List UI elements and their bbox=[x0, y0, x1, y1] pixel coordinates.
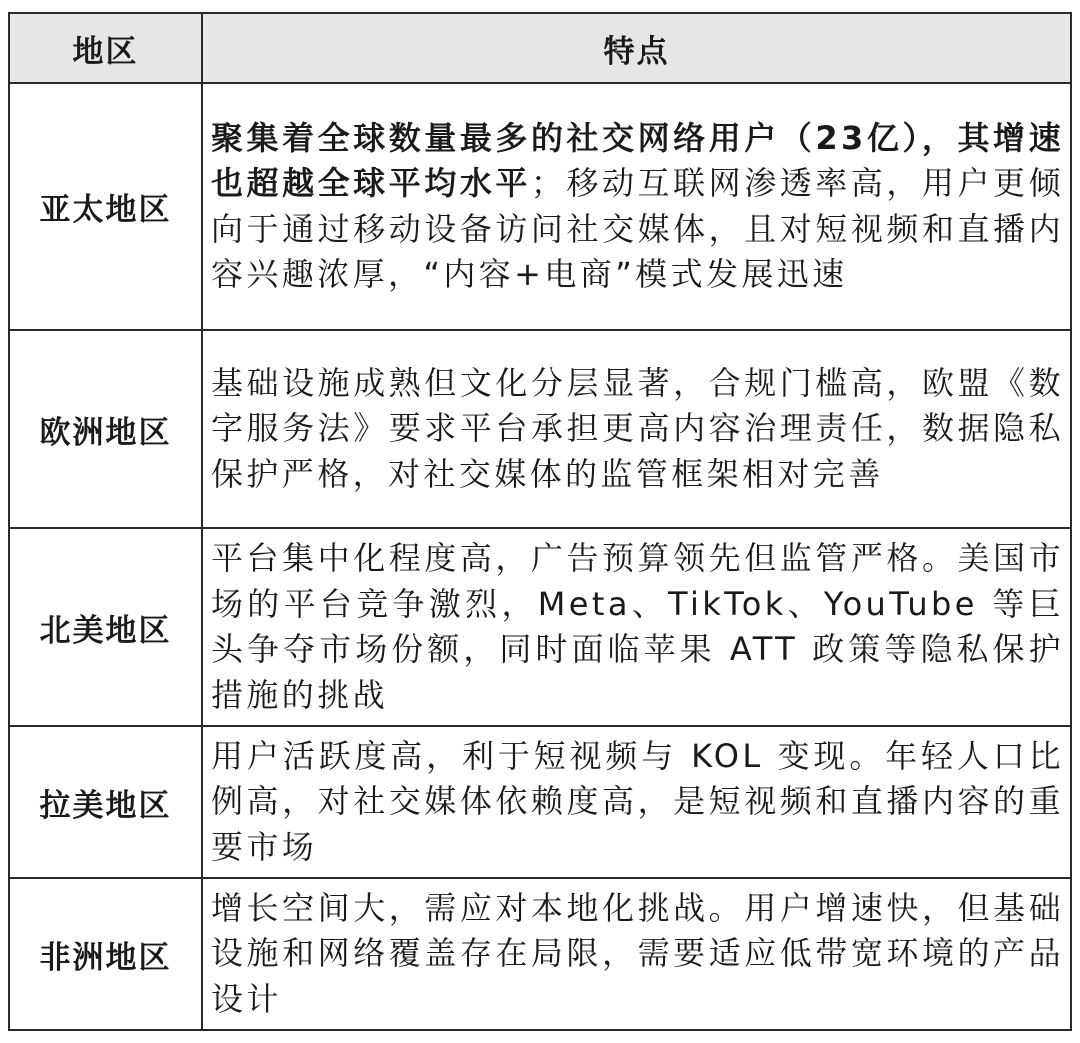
region-features-table bbox=[8, 12, 1072, 1031]
header-feature: 特点 bbox=[202, 13, 1071, 83]
feature-cell: 平台集中化程度高，广告预算领先但监管严格。美国市场的平台竞争激烈，Meta、TikTok、YouTube 等巨头争夺市场份额，同时面临苹果 ATT 政策等隐私保护措施的挑战 bbox=[202, 528, 1071, 726]
feature-cell bbox=[202, 83, 1071, 330]
header-row bbox=[9, 13, 1071, 83]
region-cell: 亚太地区 bbox=[9, 83, 202, 330]
feature-cell: 基础设施成熟但文化分层显著，合规门槛高，欧盟《数字服务法》要求平台承担更高内容治理责任，数据隐私保护严格，对社交媒体的监管框架相对完善 bbox=[202, 330, 1071, 528]
table-row-africa bbox=[9, 878, 1071, 1030]
table-row-europe bbox=[9, 330, 1071, 528]
region-cell: 北美地区 bbox=[9, 528, 202, 726]
table-row-asia-pacific bbox=[9, 83, 1071, 330]
region-cell: 拉美地区 bbox=[9, 726, 202, 878]
region-cell: 非洲地区 bbox=[9, 878, 202, 1030]
feature-highlight: 聚集着全球数量最多的社交网络用户（23亿），其增速也超越全球平均水平 bbox=[211, 118, 1064, 202]
region-cell: 欧洲地区 bbox=[9, 330, 202, 528]
feature-text: ；移动互联网渗透率高，用户更倾向于通过移动设备访问社交媒体，且对短视频和直播内容兴趣浓厚，“内容+电商”模式发展迅速 bbox=[211, 164, 1064, 293]
feature-cell: 增长空间大，需应对本地化挑战。用户增速快，但基础设施和网络覆盖存在局限，需要适应低带宽环境的产品设计 bbox=[202, 878, 1071, 1030]
feature-cell: 用户活跃度高，利于短视频与 KOL 变现。年轻人口比例高，对社交媒体依赖度高，是短视频和直播内容的重要市场 bbox=[202, 726, 1071, 878]
table-row-latin-america bbox=[9, 726, 1071, 878]
header-region: 地区 bbox=[9, 13, 202, 83]
table-row-north-america bbox=[9, 528, 1071, 726]
